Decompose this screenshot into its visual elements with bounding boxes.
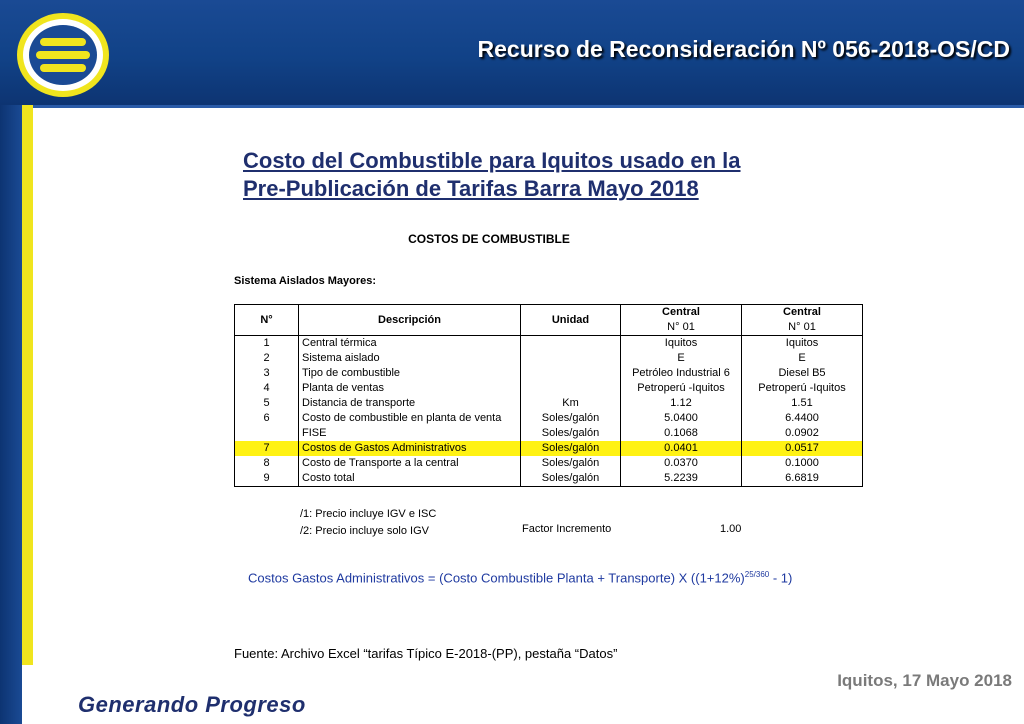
cell-central2: 0.0517: [742, 441, 863, 456]
table-row: [235, 411, 863, 426]
cell-central2: 1.51: [742, 396, 863, 411]
cell-central2: 6.6819: [742, 471, 863, 487]
cell-desc: Costo de combustible en planta de venta: [299, 411, 521, 426]
cell-central1: 5.2239: [621, 471, 742, 487]
header-central1-top: Central: [621, 305, 742, 321]
formula-tail: - 1): [769, 570, 793, 586]
cell-central1: 5.0400: [621, 411, 742, 426]
header-desc: Descripción: [299, 305, 521, 336]
slide-title: [243, 147, 741, 203]
cell-unit: Km: [521, 396, 621, 411]
cost-table: [234, 304, 863, 487]
cell-central2: 6.4400: [742, 411, 863, 426]
cell-central1: E: [621, 351, 742, 366]
cell-num: 2: [235, 351, 299, 366]
cell-unit: [521, 351, 621, 366]
table-row: [235, 381, 863, 396]
cell-central1: Iquitos: [621, 336, 742, 352]
cell-desc: Costo de Transporte a la central: [299, 456, 521, 471]
table-row: [235, 351, 863, 366]
cell-central2: Petroperú -Iquitos: [742, 381, 863, 396]
header-unit: Unidad: [521, 305, 621, 336]
cell-unit: Soles/galón: [521, 441, 621, 456]
slide-title-line1: Costo del Combustible para Iquitos usado en la: [243, 148, 741, 173]
place-date: Iquitos, 17 Mayo 2018: [837, 671, 1012, 690]
source-text: Fuente: Archivo Excel “tarifas Típico E-2018-(PP), pestaña “Datos”: [234, 646, 618, 661]
cell-central2: E: [742, 351, 863, 366]
header-num: N°: [235, 305, 299, 336]
cell-unit: [521, 336, 621, 352]
cell-unit: Soles/galón: [521, 411, 621, 426]
table-row: [235, 471, 863, 487]
cell-desc: Tipo de combustible: [299, 366, 521, 381]
factor-label: Factor Incremento: [522, 523, 612, 535]
cell-desc: Central térmica: [299, 336, 521, 352]
system-label: Sistema Aislados Mayores:: [234, 275, 377, 287]
cell-unit: [521, 366, 621, 381]
table-row: [235, 366, 863, 381]
cell-central1: Petroperú -Iquitos: [621, 381, 742, 396]
cell-central1: 0.1068: [621, 426, 742, 441]
cell-central1: 0.0401: [621, 441, 742, 456]
cell-unit: [521, 381, 621, 396]
cell-num: 6: [235, 411, 299, 426]
cell-desc: Costo total: [299, 471, 521, 487]
table-row-highlighted: [235, 441, 863, 456]
cell-central2: Iquitos: [742, 336, 863, 352]
cell-desc: FISE: [299, 426, 521, 441]
formula-exponent: 25/360: [744, 570, 770, 579]
cell-num: 4: [235, 381, 299, 396]
cell-unit: Soles/galón: [521, 426, 621, 441]
cell-num: 5: [235, 396, 299, 411]
table-row: [235, 456, 863, 471]
page-title: Recurso de Reconsideración Nº 056-2018-OS/CD: [477, 36, 1010, 62]
cell-num: 1: [235, 336, 299, 352]
cell-num: 3: [235, 366, 299, 381]
cell-num: 9: [235, 471, 299, 487]
cell-num: 8: [235, 456, 299, 471]
table-row: [235, 426, 863, 441]
cell-central2: 0.0902: [742, 426, 863, 441]
cell-unit: Soles/galón: [521, 471, 621, 487]
note-2: /2: Precio incluye solo IGV: [300, 525, 430, 537]
left-blue-bar: [0, 105, 22, 724]
cell-desc: Distancia de transporte: [299, 396, 521, 411]
header-central2-bottom: N° 01: [742, 320, 863, 336]
cell-central1: Petróleo Industrial 6: [621, 366, 742, 381]
cell-num: 7: [235, 441, 299, 456]
slide-title-line2: Pre-Publicación de Tarifas Barra Mayo 2018: [243, 176, 699, 201]
cell-central2: 0.1000: [742, 456, 863, 471]
formula-main: Costos Gastos Administrativos = (Costo Combustible Planta + Transporte) X ((1+12%): [248, 570, 745, 586]
logo-icon: [14, 10, 112, 100]
footer-brand-logo: Generando Progreso: [78, 692, 306, 717]
factor-value: 1.00: [720, 523, 742, 535]
table-row: [235, 336, 863, 352]
cell-desc: Sistema aislado: [299, 351, 521, 366]
header-central2-top: Central: [742, 305, 863, 321]
left-yellow-bar: [22, 105, 33, 665]
cell-desc: Costos de Gastos Administrativos: [299, 441, 521, 456]
cell-central1: 0.0370: [621, 456, 742, 471]
note-1: /1: Precio incluye IGV e ISC: [300, 508, 437, 520]
header-underline: [0, 105, 1024, 108]
cell-desc: Planta de ventas: [299, 381, 521, 396]
table-notes: [300, 506, 436, 540]
header-central1-bottom: N° 01: [621, 320, 742, 336]
cell-central1: 1.12: [621, 396, 742, 411]
formula-text: [248, 570, 792, 585]
table-caption: COSTOS DE COMBUSTIBLE: [408, 232, 570, 246]
cell-unit: Soles/galón: [521, 456, 621, 471]
cell-central2: Diesel B5: [742, 366, 863, 381]
cell-num: [235, 426, 299, 441]
table-row: [235, 396, 863, 411]
